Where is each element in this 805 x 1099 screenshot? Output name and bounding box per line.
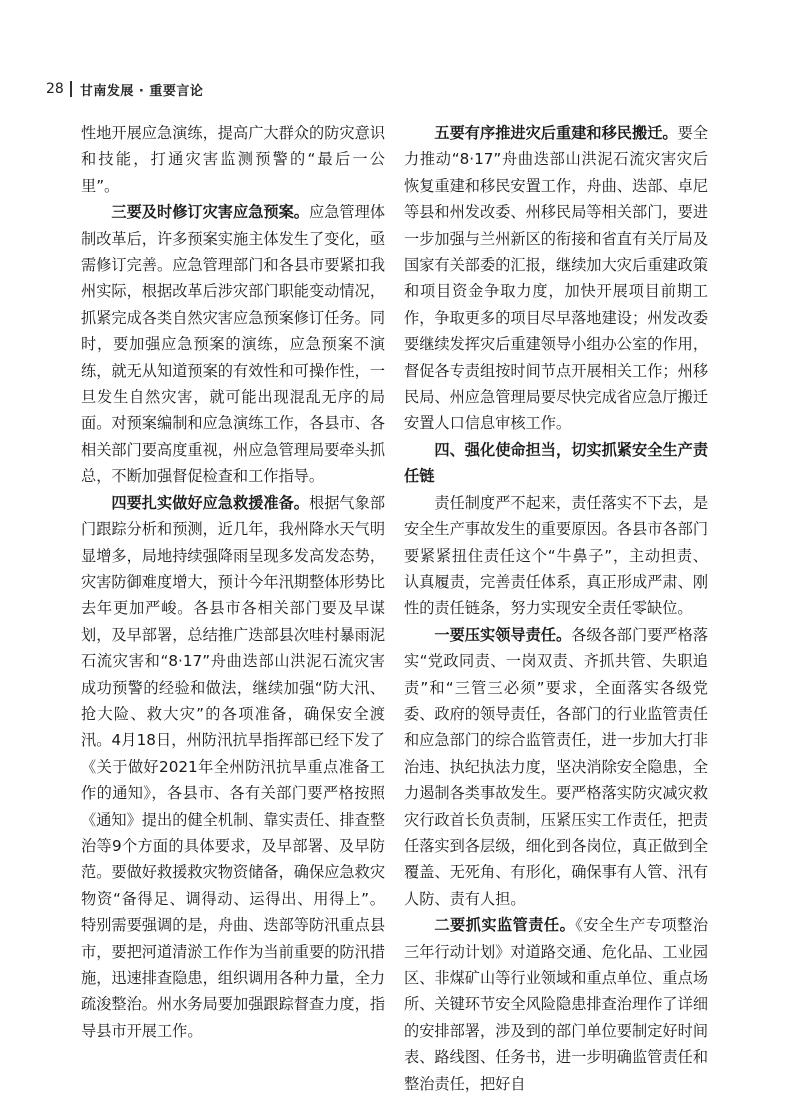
- paragraph: 五要有序推进灾后重建和移民搬迁。要全力推动“8·17”舟曲迭部山洪泥石流灾害灾后恢复重建和移民安置工作，舟曲、迭部、卓尼等县和州发改委、州移民局等相关部门，要进一步加强与兰州新区的衔接和省直有关厅局及国家有关部委的汇报，继续加大灾后重建政策和项目资金争取力度，加快开展项目前期工作，争取更多的项目尽早落地建设；州发改委要继续发挥灾后重建领导小组办公室的作用，督促各专责组按时间节点开展相关工作；州移民局、州应急管理局要尽快完成省应急厅搬迁安置人口信息审核工作。: [404, 124, 709, 433]
- paragraph: 二要抓实监管责任。《安全生产专项整治三年行动计划》对道路交通、危化品、工业园区、非煤矿山等行业领域和重点单位、重点场所、关键环节安全风险隐患排查治理作了详细的安排部署，涉及到的部门单位要制定好时间表、路线图、任务书，进一步明确监管责任和整治责任，把好自: [404, 916, 709, 1093]
- paragraph-lead: 四要扎实做好应急救援准备。: [111, 493, 310, 512]
- paragraph: 一要压实领导责任。各级各部门要严格落实“党政同责、一岗双责、齐抓共管、失职追责”和“三管三必须”要求，全面落实各级党委、政府的领导责任，各部门的行业监管责任和应急部门的综合监管责任，进一步加大打非治违、执纪执法力度，坚决消除安全隐患，全力遏制各类事故发生。要严格落实防灾减灾救灾行政首长负责制，压紧压实工作责任，把责任落实到各层级，细化到各岗位，真正做到全覆盖、无死角、有形化，确保事有人管、汛有人防、责有人担。: [404, 625, 709, 908]
- running-title: 甘南发展 · 重要言论: [79, 83, 204, 99]
- page-header: [46, 78, 203, 100]
- paragraph: 性地开展应急演练，提高广大群众的防灾意识和技能，打通灾害监测预警的“最后一公里”。: [81, 124, 385, 195]
- page-number: 28: [46, 81, 64, 97]
- paragraph-lead: 一要压实领导责任。: [434, 625, 572, 644]
- section-heading: 四、强化使命担当，切实抓紧安全生产责任链: [404, 440, 708, 486]
- left-column: [81, 120, 385, 1044]
- paragraph-lead: 五要有序推进灾后重建和移民搬迁。: [434, 124, 678, 142]
- right-column: [404, 120, 708, 1097]
- paragraph-lead: 二要抓实监管责任。: [434, 916, 576, 935]
- paragraph-lead: 三要及时修订灾害应急预案。: [111, 203, 310, 222]
- paragraph: 责任制度严不起来，责任落实不下去，是安全生产事故发生的重要原因。各县市各部门要紧紧扭住责任这个“牛鼻子”，主动担责、认真履责，完善责任体系，真正形成严肃、刚性的责任链条，努力实现安全责任零缺位。: [404, 493, 708, 618]
- paragraph: 四要扎实做好应急救援准备。根据气象部门跟踪分析和预测，近几年，我州降水天气明显增多，局地持续强降雨呈现多发高发态势，灾害防御难度增大，预计今年汛期整体形势比去年更加严峻。各县市各相关部门要及早谋划，及早部署，总结推广迭部县次哇村暴雨泥石流灾害和“8·17”舟曲迭部山洪泥石流灾害成功预警的经验和做法，继续加强“防大汛、抢大险、救大灾”的各项准备，确保安全渡汛。4月18日，州防汛抗旱指挥部已经下发了《关于做好2021年全州防汛抗旱重点准备工作的通知》，各县市、各有关部门要严格按照《通知》提出的健全机制、靠实责任、排查整治等9个方面的具体要求，及早部署、及早防范。要做好救援救灾物资储备，确保应急救灾物资“备得足、调得动、运得出、用得上”。特别需要强调的是，舟曲、迭部等防汛重点县市，要把河道清淤工作作为当前重要的防汛措施，迅速排查隐患，组织调用各种力量，全力疏浚整治。州水务局要加强跟踪督查力度，指导县市开展工作。: [81, 493, 386, 1040]
- paragraph: 三要及时修订灾害应急预案。应急管理体制改革后，许多预案实施主体发生了变化，亟需修订完善。应急管理部门和各县市要紧扣我州实际，根据改革后涉灾部门职能变动情况，抓紧完成各类自然灾害应急预案修订任务。同时，要加强应急预案的演练，应急预案不演练，就无从知道预案的有效性和可操作性，一旦发生自然灾害，就可能出现混乱无序的局面。对预案编制和应急演练工作，各县市、各相关部门要高度重视，州应急管理局要牵头抓总，不断加强督促检查和工作指导。: [81, 203, 386, 486]
- header-divider: [70, 81, 72, 97]
